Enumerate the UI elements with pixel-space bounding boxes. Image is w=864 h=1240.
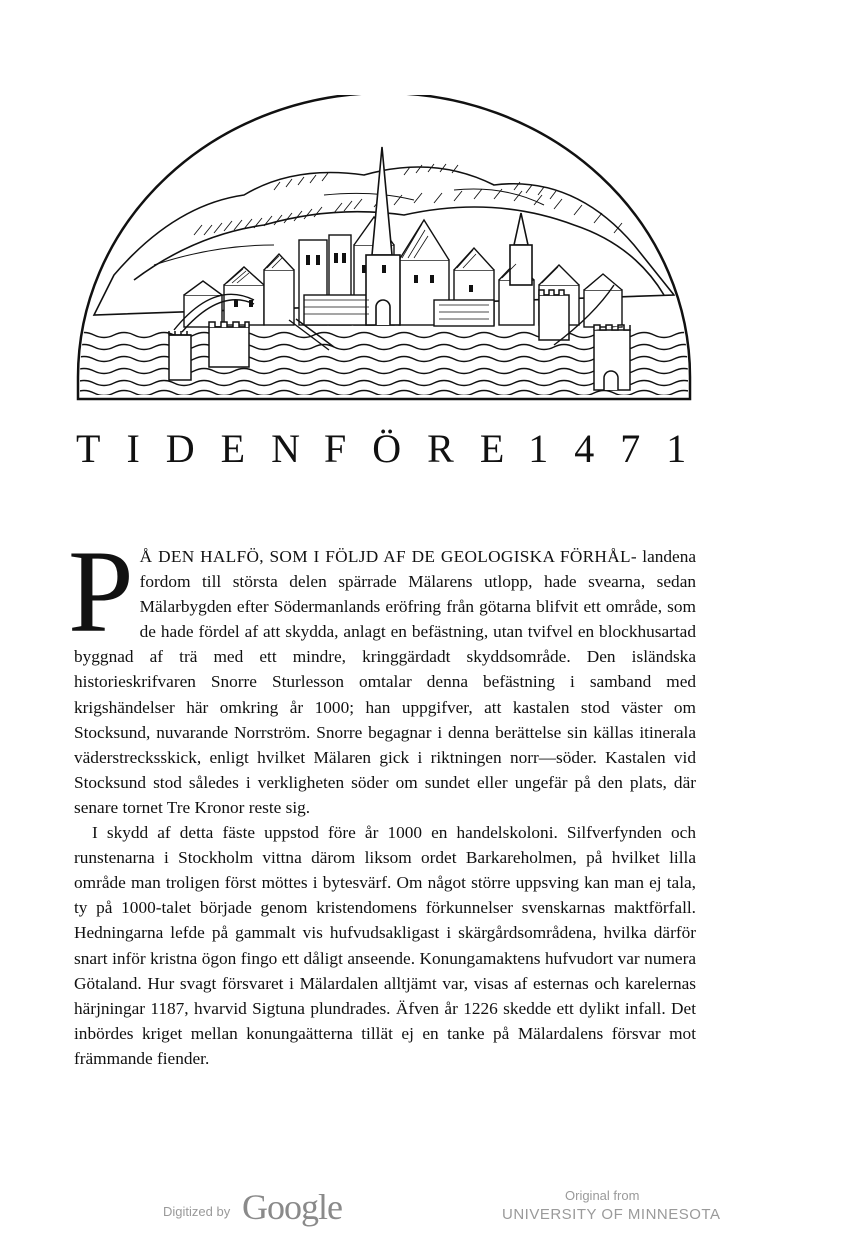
title-letter: 1	[666, 425, 687, 471]
opening-words: Å DEN HALFÖ, SOM I FÖLJD AF DE GEOLOGISKA FÖRHÅL-	[139, 547, 637, 566]
title-word-fore	[324, 425, 504, 472]
title-letter: F	[323, 425, 347, 471]
title-letter: N	[271, 425, 300, 471]
title-letter: Ö	[372, 425, 402, 471]
title-letter: R	[427, 425, 454, 471]
paragraph-1	[68, 526, 696, 820]
title-letter: 1	[528, 425, 549, 471]
chapter-title	[76, 418, 696, 478]
body-text	[68, 526, 696, 1071]
title-letter: T	[76, 425, 101, 471]
university-label: UNIVERSITY OF MINNESOTA	[502, 1206, 721, 1223]
title-letter: E	[220, 425, 246, 471]
title-letter: I	[126, 425, 140, 471]
original-from-label: Original from	[565, 1188, 640, 1203]
title-letter: E	[479, 425, 505, 471]
drop-cap: P	[68, 526, 134, 657]
title-letter: D	[165, 425, 195, 471]
paragraph-1-text: landena fordom till största delen spärrade Mälarens utlopp, hade svearna, sedan Mälarbygden efter Södermanlands eröfring från götarna blifvit ett område, som de hade fördel af att skydda, anlagt en befästning, utan tvifvel en blockhusartad byggnad af trä med ett mindre, kringgärdadt skyddsområde. Den isländska historieskrifvaren Snorre Sturlesson omtalar denna befästning i samband med krigshändelser här omkring år 1000; han uppgifver, att kastalen stod väster om Stocksund, nuvarande Norrström. Snorre begagnar i denna berättelse sin källas itinerala väderstrecksskick, enligt hvilket Mälaren gick i riktningen norr—söder. Kastalen vid Stocksund stod således i verkligheten söder om sundet eller ungefär på den plats, där senare tornet Tre Kronor reste sig.	[74, 547, 696, 817]
title-letter: 7	[620, 425, 641, 471]
title-word-year	[528, 425, 686, 472]
title-word-tiden	[76, 425, 300, 472]
google-logo: Google	[242, 1187, 342, 1227]
city-view-illustration	[74, 95, 694, 405]
digitized-by-label: Digitized by	[163, 1204, 231, 1219]
title-letter: 4	[574, 425, 595, 471]
digitization-footer	[0, 1180, 864, 1230]
paragraph-2: I skydd af detta fäste uppstod före år 1000 en handelskoloni. Silfverfynden och runstenarna i Stockholm vittna därom liksom ordet Barkareholmen, på hvilket lilla område man troligen först möttes i bytesvärf. Om något större uppsving kan man ej tala, ty på 1000-talet började genom kristendomens förkunnelser svenskarnas maktförfall. Hedningarna lefde på gammalt vis hufvudsakligast i skärgårdsområdena, hvilka därför snart inför kristna ögon fingo ett dåligt anseende. Konungamaktens hufvudort var numera Götaland. Hur svagt försvaret i Mälardalen alltjämt var, visas af esternas och karelernas härjningar 1187, hvarvid Sigtuna plundrades. Äfven år 1226 skedde ett dylikt infall. Det inbördes kriget mellan konungaätterna tillät ej en tanke på Mälardalens försvar mot främmande fiender.	[74, 823, 696, 1068]
